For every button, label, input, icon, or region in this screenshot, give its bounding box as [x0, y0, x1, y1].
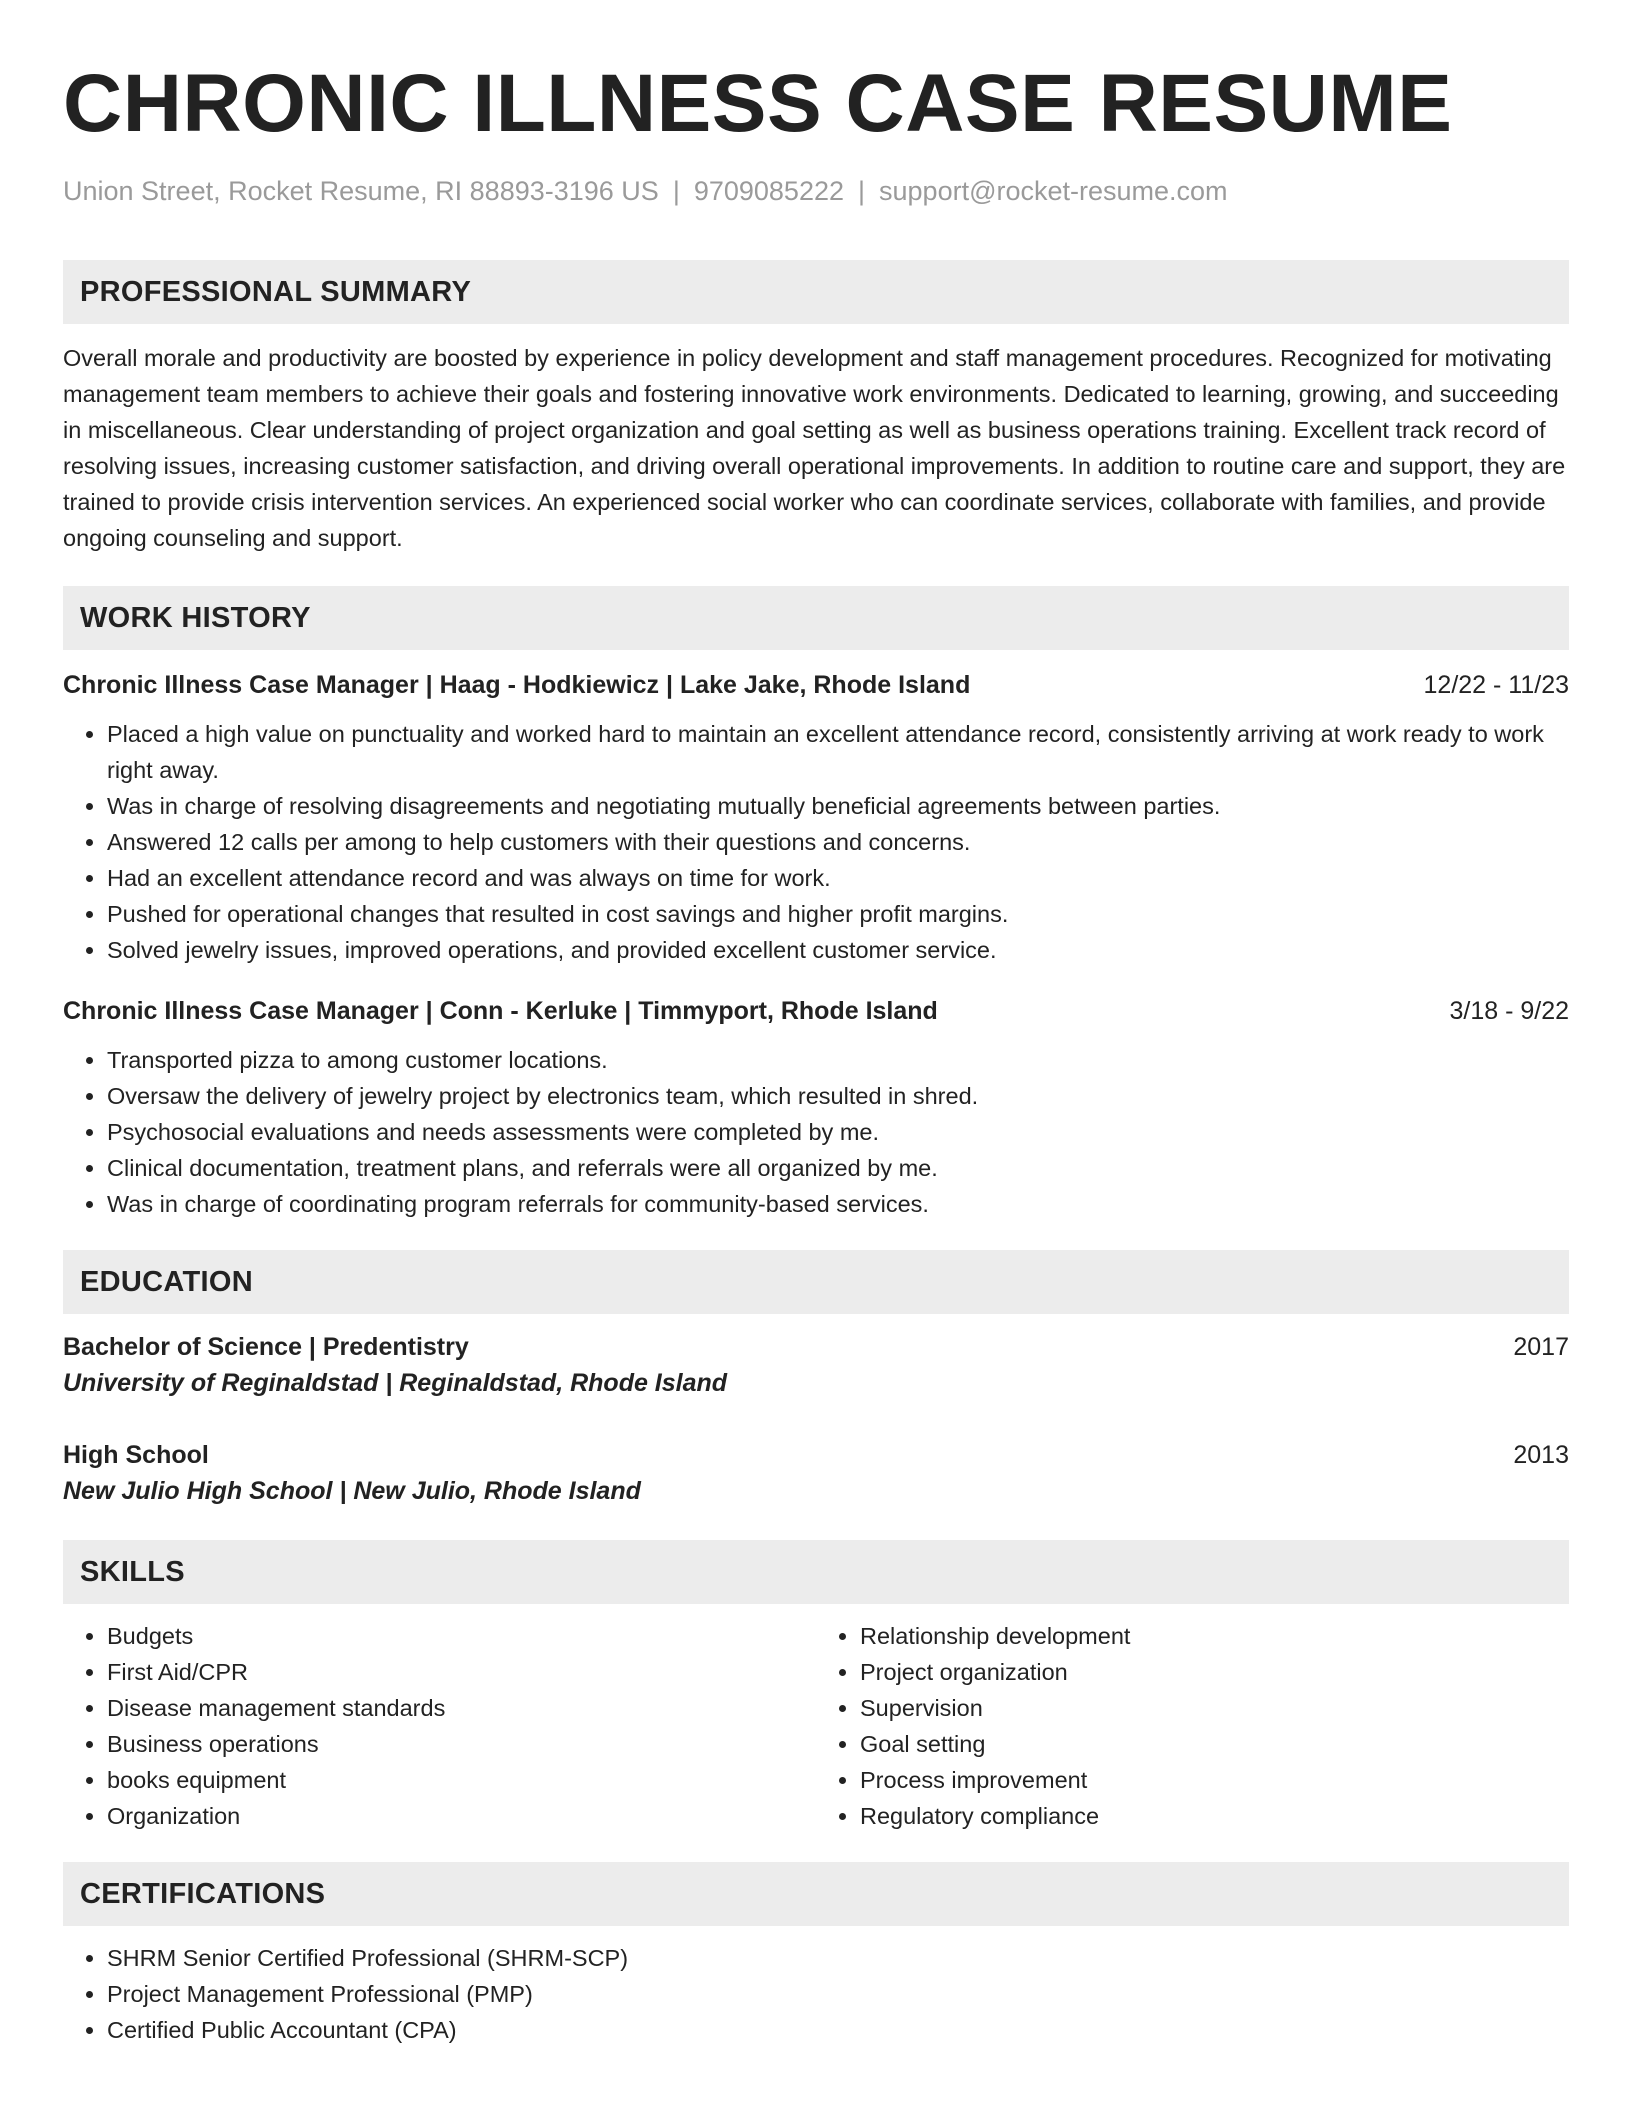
contact-line	[63, 174, 1569, 208]
job-bullet: • Solved jewelry issues, improved operations, and provided excellent customer service.	[107, 932, 1569, 968]
contact-address: Union Street, Rocket Resume, RI 88893-3196 US	[63, 176, 659, 206]
education-degree: High School	[63, 1441, 209, 1469]
contact-separator: |	[672, 176, 680, 206]
skill-item: • Goal setting	[860, 1726, 1569, 1762]
job-bullet: • Answered 12 calls per among to help customers with their questions and concerns.	[107, 824, 1569, 860]
skills-columns	[63, 1618, 1569, 1834]
section-heading-summary: PROFESSIONAL SUMMARY	[63, 260, 1569, 324]
skill-item: • books equipment	[107, 1762, 816, 1798]
section-heading-certifications: CERTIFICATIONS	[63, 1862, 1569, 1926]
job-bullet: • Placed a high value on punctuality and worked hard to maintain an excellent attendance record, consistently arriving at work ready to work right away.	[107, 716, 1569, 788]
education-school: University of Reginaldstad | Reginaldstad, Rhode Island	[63, 1369, 728, 1397]
job-header	[63, 994, 1569, 1028]
skill-item: • Supervision	[860, 1690, 1569, 1726]
education-header	[63, 1438, 1569, 1472]
summary-text: Overall morale and productivity are boosted by experience in policy development and staff management procedures. Recognized for motivating management team members to achieve their goals and fostering innovative work environments. Dedicated to learning, growing, and succeeding in miscellaneous. Clear understanding of project organization and goal setting as well as business operations training. Excellent track record of resolving issues, increasing customer satisfaction, and driving overall operational improvements. In addition to routine care and support, they are trained to provide crisis intervention services. An experienced social worker who can coordinate services, collaborate with families, and provide ongoing counseling and support.	[63, 345, 1566, 551]
certification-item: • SHRM Senior Certified Professional (SHRM-SCP)	[107, 1940, 1569, 1976]
resume-title: CHRONIC ILLNESS CASE RESUME	[63, 58, 1453, 149]
skill-item: • Process improvement	[860, 1762, 1569, 1798]
certifications-list	[63, 1940, 1569, 2048]
job-title: Chronic Illness Case Manager | Conn - Kerluke | Timmyport, Rhode Island	[63, 997, 938, 1025]
skill-item: • Business operations	[107, 1726, 816, 1762]
skill-item: • Organization	[107, 1798, 816, 1834]
job-bullet: • Clinical documentation, treatment plans, and referrals were all organized by me.	[107, 1150, 1569, 1186]
section-heading-work: WORK HISTORY	[63, 586, 1569, 650]
job-bullet: • Was in charge of coordinating program referrals for community-based services.	[107, 1186, 1569, 1222]
skill-item: • Relationship development	[860, 1618, 1569, 1654]
job-bullet: • Was in charge of resolving disagreements and negotiating mutually beneficial agreements between parties.	[107, 788, 1569, 824]
contact-email: support@rocket-resume.com	[879, 176, 1228, 206]
job-bullet-list	[63, 1042, 1569, 1222]
certification-item: • Certified Public Accountant (CPA)	[107, 2012, 1569, 2048]
job-title: Chronic Illness Case Manager | Haag - Hodkiewicz | Lake Jake, Rhode Island	[63, 671, 971, 699]
contact-separator: |	[858, 176, 866, 206]
job-bullet-list	[63, 716, 1569, 968]
job-bullet: • Psychosocial evaluations and needs assessments were completed by me.	[107, 1114, 1569, 1150]
skills-list-right	[816, 1618, 1569, 1834]
job-bullet: • Oversaw the delivery of jewelry project by electronics team, which resulted in shred.	[107, 1078, 1569, 1114]
education-header	[63, 1330, 1569, 1364]
skill-item: • First Aid/CPR	[107, 1654, 816, 1690]
job-bullet: • Transported pizza to among customer locations.	[107, 1042, 1569, 1078]
job-bullet: • Pushed for operational changes that resulted in cost savings and higher profit margins.	[107, 896, 1569, 932]
skills-list-left	[63, 1618, 816, 1834]
education-year: 2013	[1513, 1441, 1569, 1469]
job-dates: 12/22 - 11/23	[1423, 671, 1569, 699]
job-dates: 3/18 - 9/22	[1449, 997, 1569, 1025]
skill-item: • Regulatory compliance	[860, 1798, 1569, 1834]
skill-item: • Disease management standards	[107, 1690, 816, 1726]
section-heading-education: EDUCATION	[63, 1250, 1569, 1314]
section-heading-skills: SKILLS	[63, 1540, 1569, 1604]
skill-item: • Budgets	[107, 1618, 816, 1654]
education-year: 2017	[1513, 1333, 1569, 1361]
skill-item: • Project organization	[860, 1654, 1569, 1690]
contact-phone: 9709085222	[693, 176, 844, 206]
education-school: New Julio High School | New Julio, Rhode Island	[63, 1477, 641, 1505]
job-header	[63, 668, 1569, 702]
job-bullet: • Had an excellent attendance record and was always on time for work.	[107, 860, 1569, 896]
education-degree: Bachelor of Science | Predentistry	[63, 1333, 469, 1361]
certification-item: • Project Management Professional (PMP)	[107, 1976, 1569, 2012]
